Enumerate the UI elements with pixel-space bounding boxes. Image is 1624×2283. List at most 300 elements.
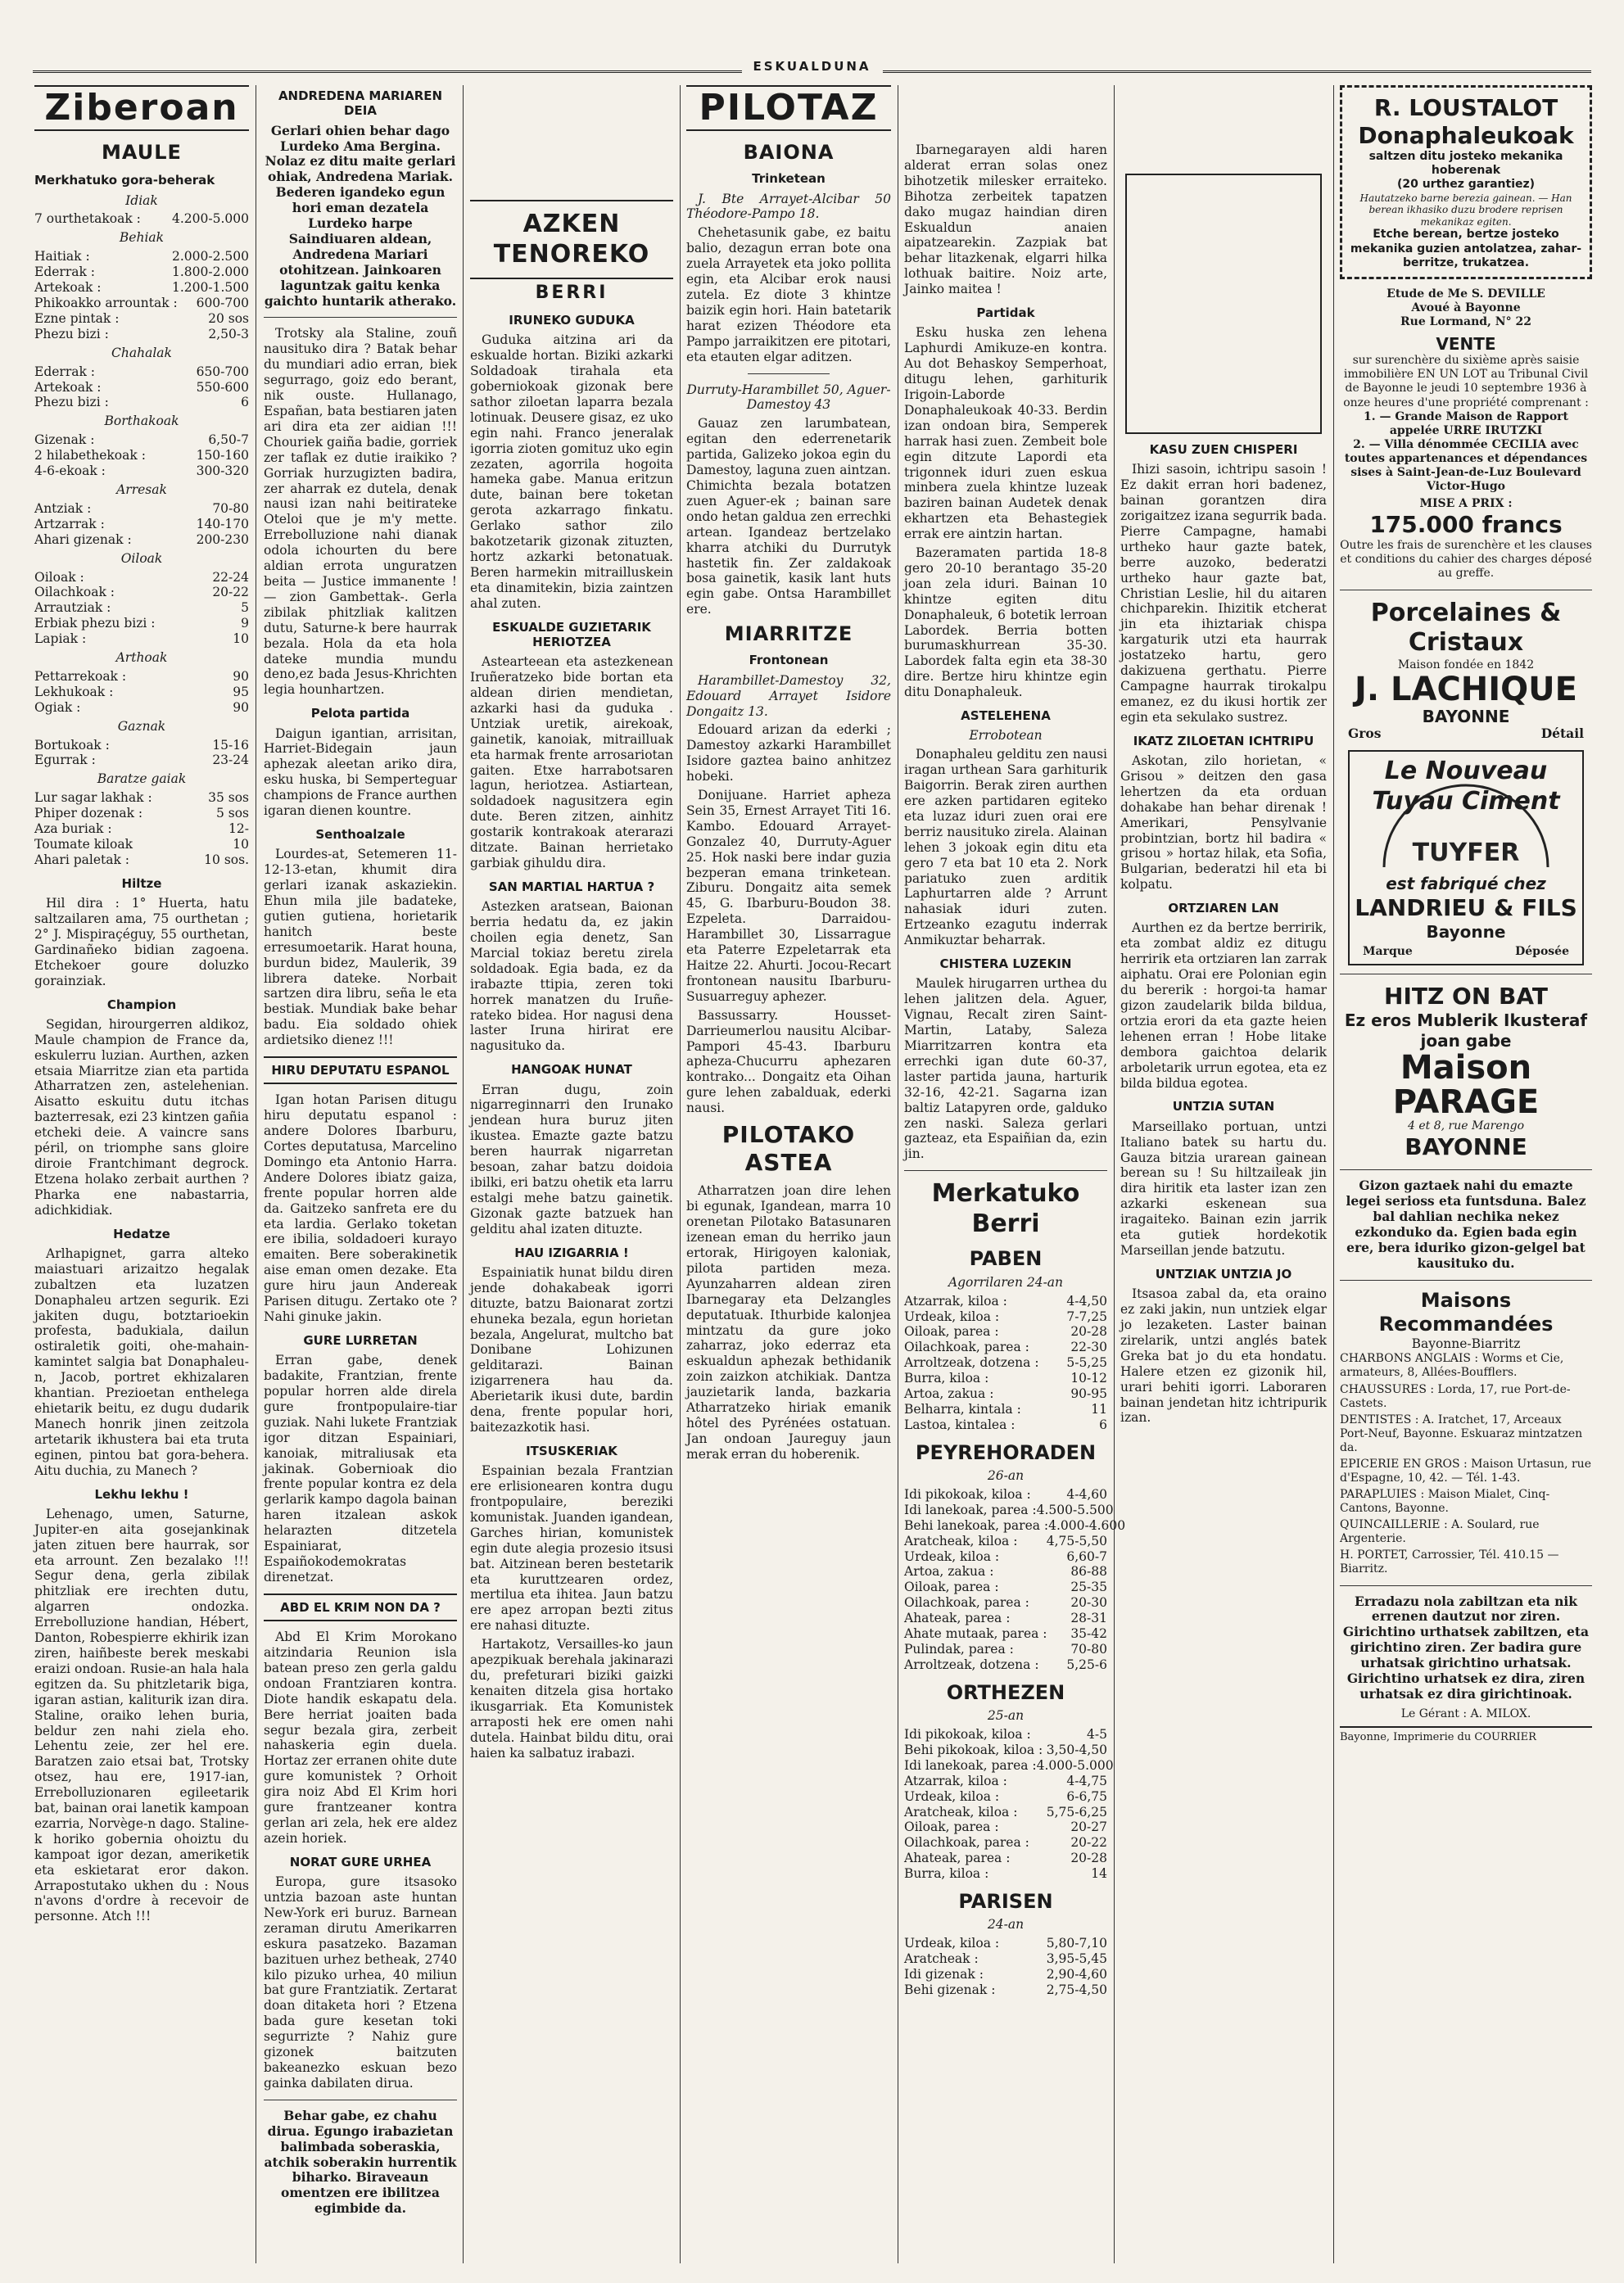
price-label: Lur sagar lakhak : (34, 790, 152, 806)
place-heading: MAULE (102, 141, 182, 164)
section-title-pilotaz: PILOTAZ (686, 85, 891, 131)
column-ziberoan (34, 85, 249, 2267)
gerant-line: Le Gérant : A. MILOX. (1400, 1707, 1531, 1720)
price-row (34, 327, 249, 342)
price-row (904, 1595, 1107, 1611)
banner-title: AZKEN TENOREKO (470, 200, 673, 279)
price-row (904, 1982, 1107, 1998)
place-heading: BAIONA (743, 141, 835, 164)
price-value: 2,50-3 (208, 326, 249, 341)
maisons-list (1340, 1352, 1592, 1576)
price-label: Idi pikokoak, kiloa : (904, 1486, 1031, 1502)
price-row (904, 1517, 1126, 1534)
price-row (904, 1564, 1107, 1580)
venue-label: Errobotean (969, 728, 1043, 744)
market-place: ORTHEZEN (946, 1680, 1065, 1704)
price-value: 4.000-4.600 (1048, 1517, 1126, 1533)
article-body: Aurthen ez da bertze berririk, eta zombat aldiz ez ditugu herririk eta ortziaren lan zarrak aiphatu. Orai ere Polonian egin du bererik : horgoi-ta hamar gizon zaudelarik bilda bildua, ortzia erori da eta gazte heien lehenen erran ! Hobe litake dembora gaichtoa delarik arboletarik urrun egotea, eta ez bilda bildua egotea. (1120, 920, 1327, 1091)
price-value: 90 (233, 668, 249, 684)
article-title: Hedatze (113, 1226, 170, 1241)
column-divider (463, 85, 464, 2263)
article-title: ESKUALDE GUZIETARIK HERIOTZEA (492, 619, 651, 649)
maisons-title: Maisons Recommandées (1378, 1288, 1554, 1336)
price-row (34, 296, 249, 311)
article-body: Edouard arizan da ederki ; Damestoy azkarki Harambillet Isidore gaztea baino anhitzez hobeki. (686, 722, 891, 784)
ad-lachique: Porcelaines & Cristaux Maison fondée en 1842 J. LACHIQUE BAYONNE Gros Détail (1348, 598, 1584, 742)
maison-entry: CHARBONS ANGLAIS : Worms et Cie, armateurs, 8, Allées-Boufflers. (1340, 1352, 1564, 1380)
article-title: GURE LURRETAN (303, 1332, 418, 1348)
column-6 (1120, 85, 1327, 2267)
article-body: Ibarnegarayen aldi haren alderat erran solas onez bihotzetik milesker erraiteko. Bihotza zerbeitek tapatzen dako mugaz haindian diren Eskualdun anaien aipatzearekin. Zazpiak bat behar litazkenak, elgarri hilka lothuak baitire. Noiz arte, Jainko maitea ! (904, 142, 1107, 297)
article-body: Astezken aratsean, Baionan berria hedatu da, ez jakin choilen egia denetz, San Marcial tokiaz beretu zirela soldadoak. Egia bada, ez da irabazte ttipia, zeren toki horrek manatzen du Iruñe-rateko bidea. Hor nagusi dena laster Iruna hirirat ere nagusituko da. (470, 899, 673, 1054)
price-label: Arroltzeak, dotzena : (904, 1355, 1039, 1371)
price-value: 6,50-7 (208, 432, 249, 448)
mondran-ad-placeholder (1125, 174, 1322, 434)
maisons-subtitle: Bayonne-Biarritz (1411, 1336, 1521, 1352)
article-title: UNTZIAK UNTZIA JO (1155, 1266, 1292, 1282)
article-body: Espainiatik hunat bildu diren jende dohakabeak igorri dituzte, batzu Baionarat zortzi ehuneka bezala, egun horietan bezala, Angelurat, multcho bat Donibane Lohizunen gelditarazi. Bainan izigarrenera hau da. Aberietarik ikusi dute, bardin dena, frente popular hori, baitezazkotik hasi. (470, 1264, 673, 1435)
article-body: Guduka aitzina ari da eskualde hortan. Biziki azkarki Soldadoak tirahala eta goberniokoak gizonak bere sathor ziloetan laparra bezala lotinuak. Deusere gisaz, ez uko egin nahi. Franco jeneralak igorria zioten gomituz uko egin zezaten, agorrila hogoita hameka gabe. Manua eritzun dute, bainan bere toketan gerota azkarrago finkatu. Gerlako sathor zilo bakotzetarik gizonak zituzten, hortz azkarki betonatuak. Beren harmekin mitrailluskein eta dinamitekin, bizia zaintzen ahal zuten. (470, 332, 673, 611)
price: 175.000 francs (1369, 511, 1563, 539)
price-row (34, 380, 249, 396)
price-label: Artekoak : (34, 379, 102, 395)
venue-label: Frontonean (749, 653, 829, 668)
price-value: 22-24 (212, 569, 249, 585)
price-row: 7 ourthetakoak : 4.200-5.000 (34, 211, 249, 227)
price-label: Aratcheak, kiloa : (904, 1804, 1018, 1820)
market-date: 24-an (987, 1917, 1025, 1933)
price-label: Behi pikokoak, kiloa : (904, 1742, 1043, 1757)
article-body: Astearteean eta astezkenean Iruñeratzeko bide bortan eta aldean dirien mendietan, azkarki hasi da guduka . Untziak uretik, airekoak, gainetik, kanoiak, mitrailluak eta harmak frente arrosariotan gaiten. Etxe harrabotsaren lagun, heriotzea. Astiartean, soldadoek nagusitzera egin dute. Beren zitzen, ainhitz gostarik kontrakoak aterarazi ditzate. Bainan herrietako garbiak gihuldu dira. (470, 654, 673, 870)
price-value: 6-6,75 (1066, 1788, 1107, 1804)
price-label: Idi lanekoak, parea : (904, 1757, 1037, 1773)
divider (264, 317, 457, 318)
price-value: 70-80 (212, 500, 249, 516)
column-divider (1333, 85, 1334, 2263)
article-title: UNTZIA SUTAN (1172, 1099, 1275, 1114)
price-row (34, 852, 249, 868)
article-title: ORTZIAREN LAN (1168, 901, 1279, 916)
article-title: ITSUSKERIAK (526, 1443, 617, 1458)
price-label: Ogiak : (34, 699, 81, 715)
category-label: Arthoak (115, 650, 168, 666)
price-value: 4.000-5.000 (1036, 1757, 1114, 1773)
price-value: 20-22 (212, 585, 249, 600)
price-row (34, 280, 249, 296)
article-title: ASTELEHENA (961, 708, 1051, 724)
divider (904, 1170, 1107, 1171)
price-value: 20-28 (1070, 1324, 1107, 1340)
price-value: 20-22 (1070, 1835, 1107, 1851)
article-title: Champion (106, 997, 177, 1012)
ad-tuyfer: Le Nouveau Tuyau Ciment TUYFER est fabriqué chez LANDRIEU & FILS Bayonne Marque Déposée (1348, 750, 1584, 965)
price-value: 35 sos (208, 790, 249, 806)
price-value: 10 (233, 631, 249, 647)
price-row (34, 463, 249, 479)
article-body: Esku huska zen lehena Laphurdi Amikuze-en kontra. Au dot Behaskoy Semperhoat, ditugu lehen, garhiturik Irigoin-Laborde Donaphaleukoak 40-33. Berdin izan ondoan bira, Semperek harrak hasi zuen. Zembeit bole egin ditzute Lapordi eta trigonnek iduri zuen eskua minbera zuela khintze luzeak baziren bainan Audetek denak ekhartzen eta Behastegiek errak ere aintzin hartan. (904, 325, 1107, 542)
price-value: 10 sos. (204, 852, 249, 867)
article-body: Marseillako portuan, untzi Italiano batek su hartu du. Gauza bitzia urarean gainean berean su ! Su hiltzaileak jin dira hiritik eta laster izan zen azkarki eskenean sua iragaiteko. Bainan ezin jarrik eta gutiek hordekotik Marseillan jende batzutu. (1120, 1119, 1327, 1258)
price-label: Toumate kiloak (34, 837, 133, 852)
maison-entry: EPICERIE EN GROS : Maison Urtasun, rue d'Espagne, 10, 42. — Tél. 1-43. (1340, 1457, 1591, 1485)
price-label: Oiloak : (34, 569, 84, 585)
price-row (904, 1324, 1107, 1340)
price-row (34, 806, 249, 821)
article-title: SAN MARTIAL HARTUA ? (488, 879, 655, 894)
maison-entry: QUINCAILLERIE : A. Soulard, rue Argenterie. (1340, 1518, 1540, 1546)
banner-subtitle: BERRI (535, 283, 608, 304)
market-date: 25-an (987, 1708, 1025, 1724)
price-list (34, 432, 249, 479)
price-label: Burra, kiloa : (904, 1866, 989, 1882)
price-label: Urdeak, kiloa : (904, 1548, 1000, 1564)
price-value: 300-320 (196, 463, 249, 479)
price-value: 86-88 (1070, 1564, 1107, 1580)
price-label: Oilachkoak, parea : (904, 1340, 1029, 1355)
article-title: Pelota partida (310, 706, 410, 721)
maison-entry: PARAPLUIES : Maison Mialet, Cinq-Cantons, Bayonne. (1340, 1488, 1550, 1516)
price-row (34, 821, 249, 837)
price-value: 4,75-5,50 (1046, 1533, 1107, 1548)
price-value: 25-35 (1070, 1580, 1107, 1595)
price-row (904, 1371, 1107, 1386)
price-label: Belharra, kintala : (904, 1401, 1021, 1417)
price-label: Aratcheak : (904, 1951, 979, 1967)
price-row (34, 311, 249, 327)
price-row (904, 1757, 1114, 1774)
place-heading: MIARRITZE (724, 622, 853, 646)
price-row (34, 249, 249, 264)
price-label: Urdeak, kiloa : (904, 1309, 1000, 1324)
price-value: 5,80-7,10 (1046, 1936, 1107, 1951)
price-value: 11 (1091, 1401, 1107, 1417)
price-row (904, 1936, 1107, 1951)
price-row (904, 1951, 1107, 1967)
price-value: 35-42 (1070, 1626, 1107, 1642)
price-label: Pulindak, parea : (904, 1642, 1014, 1657)
maison-entry: CHAUSSURES : Lorda, 17, rue Port-de-Castets. (1340, 1382, 1571, 1410)
price-value: 14 (1091, 1866, 1107, 1882)
price-label: Urdeak, kiloa : (904, 1788, 1000, 1804)
category-label: Chahalak (111, 345, 172, 360)
price-value: 4.500-5.500 (1036, 1502, 1114, 1517)
price-label: Oiloak, parea : (904, 1580, 999, 1595)
column-2 (264, 85, 457, 2267)
imprint-line: Bayonne, Imprimerie du COURRIER (1340, 1726, 1592, 1744)
price-list (34, 501, 249, 548)
article-title: IRUNEKO GUDUKA (509, 313, 635, 328)
section-title-ziberoan: Ziberoan (34, 85, 249, 131)
price-value: 200-230 (196, 531, 249, 547)
market-heading: Merkatuko Berri (931, 1179, 1080, 1238)
column-5 (904, 85, 1126, 2267)
price-value: 28-31 (1070, 1611, 1107, 1626)
article-body: Europa, gure itsasoko untzia bazoan aste huntan New-York eri buruz. Barnean zeraman dirutu Amerikarren eskura pasatzeko. Bazaman bazituen urhez betheak, 2740 kilo pizuko urhea, 40 miliun bat gure Frantziatik. Zertarat doan ditaketa hori ? Etzena bada gure kesetan toki segurrizte ? Nahiz gure gizonek baitzuten bakeanezko eskuan bezo gainka dabilaten dirua. (264, 1874, 457, 2091)
price-label: Ahari paletak : (34, 852, 130, 867)
price-row (904, 1340, 1107, 1355)
price-row (34, 501, 249, 517)
article-body: Segidan, hirourgerren aldikoz, Maule champion de France da, eskulerru luzian. Aurthen, azken etsaia Miarritze zian eta partida Atharratzen zen, astelehenian. Aisatto eskuitu dutu itchas bazterresak, ezi 23 kintzen gañia etcheki deie. A vaincre sans péril, on triomphe sans gloire diroie Frantchimant degrock. Etzena holako zerbait aurthen ? Pharka ene nabastarria, adichkidiak. (34, 1016, 249, 1218)
article-body: Gauaz zen larumbatean, egitan den ederrenetarik partida, Galizeko jokoa egin du Damestoy, laguna zuen aintzan. Chimichta bezala botatzen zuen Aguer-ek ; bainan sare ondo hetan galdua zen errechki artean. Igandeaz bertzelako kharra atchiki du Durrutyk hastetik fin. Zer zaldakoak bosa gainetik, kasik lant huts egin gabe. Ontsa Harambillet ere. (686, 416, 891, 617)
article-title: NORAT GURE URHEA (289, 1854, 432, 1869)
article-body: Hartakotz, Versailles-ko jaun apezpikuak berehala jakinarazi du, prefeturari biziki gaizki kenaiten ditzela gisa hortako ikusgarriak. Eta Komunistek arraposti hek ere omen nahi dutela. Hainbat bildu ditu, orai haien ka salbatuz irabazi. (470, 1637, 673, 1761)
divider (1340, 1169, 1592, 1170)
price-row (904, 1355, 1107, 1371)
price-row (34, 395, 249, 410)
price-value: 5,75-6,25 (1046, 1804, 1107, 1820)
price-label: Ezne pintak : (34, 310, 120, 326)
price-label: Ederrak : (34, 264, 96, 280)
price-value: 3,50-4,50 (1046, 1742, 1107, 1757)
price-list (34, 570, 249, 648)
price-value: 9 (241, 616, 249, 631)
column-3 (470, 85, 673, 2267)
price-list (34, 738, 249, 769)
price-label: Idi gizenak : (904, 1967, 984, 1982)
article-title: IKATZ ZILOETAN ICHTRIPU (1133, 733, 1314, 748)
article-body: Atharratzen joan dire lehen bi egunak, Igandean, marra 10 orenetan Pilotako Batasunaren izenean eman du herriko jaun ertorak, Hirigoyen kaloniak, pilota partiden meza. Ayunzaharren aldean ziren Ibarnegaray eta Delzangles deputatuak. Ithurbide kalonjea mintzatu da gure joko zaharraz, joko ederraz eta eskualdun aphezak bethidanik zoin zaizkon atchikiak. Dantza jauzietarik landa, bazkaria Atharratzeko hiriak emanik hôtel des Pyrénées ostatuan. Jan ondoan Jaureguy jaun merak erran du hoberenik. (686, 1183, 891, 1462)
price-list (904, 1486, 1126, 1673)
price-value: 20-30 (1070, 1595, 1107, 1611)
price-value: 20-28 (1070, 1851, 1107, 1866)
price-value: 95 (233, 684, 249, 699)
price-value: 2.000-2.500 (172, 249, 249, 264)
price-row (34, 616, 249, 631)
article-body: Donaphaleu gelditu zen nausi iragan urthean Sara garhiturik Baigorrin. Berak ziren aurthen ere azken partidaren egiteko eta luzaz iduri zuen orai ere berriz nausituko zirela. Alainan lehen 3 jokoak egin ditu eta gero 7 eta bat 10 eta 2. Nork pariatuko zuen arditik Laphurtarren alde ? Arrunt nahasiak iduri zuten. Ertzeanko ezagutu inderrak Anmikuztar beharrak. (904, 747, 1107, 948)
article-body: Donijuane. Harriet apheza Sein 35, Ernest Arrayet Titi 16. Kambo. Edouard Arrayet-Gonzalez 40, Durruty-Aguer 25. Hok naski bere indar guzia bezperan emana trinketean. Ziburu. Dongaitz aita semek 45, G. Ibarburu-Boudon 38. Ezpeleta. Darraidou-Harambillet 30, Lissarrague eta Paterre Ezpeletarrak eta Haitze 22. Ahurti. Jocou-Recart frontonean nausitu Ibarburu-Susuarreguy aphezer. (686, 788, 891, 1004)
price-value: 5-5,25 (1066, 1355, 1107, 1371)
article-body: Bazeramaten partida 18-8 gero 20-10 berantago 35-20 joan zela iduri. Bainan 10 khintze egiten ditu Donaphaleuk, 6 botetik lerroan Labordek. Berria botten burumaskhurrean 35-30. Labordek falta egin eta 38-30 dire. Bertze hiru khintze egin ditu Donaphaleuk. (904, 545, 1107, 700)
price-row (904, 1580, 1107, 1595)
article-body: Bassussarry. Housset-Darrieumerlou nausitu Alcibar-Pampori 45-43. Ibarburu apheza-Chucurru aphezaren kontrako... Dongaitz eta Oihan gure lehen zabalduak, ederki nausi. (686, 1007, 891, 1116)
price-row (904, 1502, 1114, 1518)
price-row (904, 1657, 1107, 1673)
article-body: Igan hotan Parisen ditugu hiru deputatu espanol : andere Dolores Ibarburu, Cortes deputatusa, Marcelino Domingo eta Antonio Harra. Andere Dolores ibiatz gaiza, frente popular horren alde da. Gaitzeko sanfreta ere du eta lardia. Gerlako toketan ere ibilia, soldadoeri kurayo emaiten. Bere soberakinetik aise eman omen dezake. Eta gure hiru jaun Andereak Parisen ditugu. Zertako ote ? Nahi ginuke jakin. (264, 1092, 457, 1325)
price-value: 1.200-1.500 (172, 280, 249, 296)
price-label: Ederrak : (34, 364, 96, 379)
price-value: 1.800-2.000 (172, 264, 249, 280)
price-label: Lekhukoak : (34, 684, 114, 699)
price-row (34, 753, 249, 768)
price-row (34, 669, 249, 685)
article-title: HAU IZIGARRIA ! (514, 1245, 629, 1260)
price-label: Phiper dozenak : (34, 806, 143, 821)
article-body: Espainian bezala Frantzian ere erlisionearen kontra dugu frontpopulaire, bereziki komunistak. Juanden igandean, Garches hirian, komunistek egin dute alegia prozesio itsusi bat. Aitzinean beren bestetarik eta kuruttzearen ordez, mertilua eta ihitea. Jaun batzu ere apez arropan bezti zitus ere nahasi dituzte. (470, 1463, 673, 1634)
maison-entry: DENTISTES : A. Iratchet, 17, Arceaux Port-Neuf, Bayonne. Eskuaraz mintzatzen da. (1340, 1413, 1583, 1454)
article-title: ABD EL KRIM NON DA ? (264, 1594, 457, 1621)
price-value: 10-12 (1070, 1371, 1107, 1386)
price-row (34, 685, 249, 700)
price-value: 5,25-6 (1066, 1657, 1107, 1672)
notice-body: Gerlari ohien behar dago Lurdeko Ama Bergina. Nolaz ez ditu maite gerlari ohiak, Andredena Mariak. Bederen igandeko egun hori eman dezatela Lurdeko harpe Saindiuaren aldean, Andredena Mariari otohitzean. Jainkoaren laguntzak gaitu kenka gaichto huntarik atherako. (264, 122, 457, 309)
divider (1340, 1280, 1592, 1281)
price-label: Artzarrak : (34, 516, 105, 531)
score-line: Harambillet-Damestoy 32, Edouard Arrayet Isidore Dongaitz 13. (686, 672, 891, 719)
price-row (34, 570, 249, 585)
price-label: Ahate mutaak, parea : (904, 1626, 1047, 1642)
masthead (33, 59, 1591, 79)
price-row (34, 600, 249, 616)
notice-title: ANDREDENA MARIAREN DEIA (278, 88, 443, 119)
article-title: Lekhu lekhu ! (94, 1486, 189, 1502)
market-place: PEYREHORADEN (915, 1440, 1097, 1464)
category-label: Oiloak (120, 550, 163, 566)
price-label: Arroltzeak, dotzena : (904, 1657, 1039, 1672)
price-label: Phikoakko arrountak : (34, 296, 178, 310)
ad-title: R. LOUSTALOT Donaphaleukoak (1358, 94, 1574, 150)
price-value: 150-160 (196, 448, 249, 463)
price-row (904, 1835, 1107, 1851)
category-label: Idiak (125, 192, 158, 208)
category-label: Behiak (119, 230, 165, 246)
score-line: J. Bte Arrayet-Alcibar 50 Théodore-Pampo 18. (686, 191, 891, 222)
price-label: Idi pikokoak, kiloa : (904, 1727, 1031, 1742)
maison-entry: H. PORTET, Carrossier, Tél. 410.15 — Biarritz. (1340, 1548, 1559, 1576)
price-value: 2,90-4,60 (1046, 1967, 1107, 1982)
price-row (904, 1789, 1107, 1805)
price-value: 22-30 (1070, 1340, 1107, 1355)
price-row (34, 448, 249, 463)
price-row (904, 1805, 1107, 1820)
price-value: 5 sos (215, 806, 249, 821)
price-label: Ahari gizenak : (34, 531, 132, 547)
price-row (34, 585, 249, 600)
article-title: HANGOAK HUNAT (511, 1062, 632, 1078)
price-label: 4-6-ekoak : (34, 463, 106, 479)
article-body: Ihizi sasoin, ichtripu sasoin ! Ez dakit erran hori badenez, bainan gorantzen dira zorigaitzez izana segurrik bada. Pierre Campagne, hamabi urtheko haur gazte batek, berre auzoko, bederatzi urtheko haur gazte bat, Christian Leslie, hil du aitaren chichparekin. Ihizitik etcherat jin eta ihiztariak chispa kargaturik utzi eta haurrak jostatzeko hartu, gero dakizuena gerthatu. Pierre Campagne haurrak tirokalpu emanez, ez du ikusi hortik zer egin eta sekulako sustrez. (1120, 462, 1327, 725)
price-row (904, 1294, 1107, 1309)
price-value: 6 (241, 395, 249, 410)
price-label: Idi lanekoak, parea : (904, 1502, 1037, 1517)
article-body: Erran gabe, denek badakite, Frantzian, frente popular horren alde direla gure frontpopulaire-tiar guziak. Nahi lukete Frantziak igor ditzan Espainiari, kanoiak, mitraliusak eta jakinak. Gobernioak dio frente popular kontra ez dela gerlarik kampo dagola bainan haren itzalean askok helarazten ditzetela Espainiarat, Espaiñokodemokratas direnetzat. (264, 1353, 457, 1585)
market-place: PABEN (969, 1247, 1043, 1271)
article-title: CHISTERA LUZEKIN (939, 956, 1072, 972)
price-row (904, 1642, 1107, 1657)
divider (748, 373, 830, 374)
closing-notice: Erradazu nola zabiltzan eta nik errenen dautzut nor ziren. Girichtino urthatsek zabiltzen, eta girichtino ziren. Zer badira gure urhatsak girichtino urhatsak. Girichtino urhatsek ez dira, ziren urhatsak ez dira girichtinoak. (1342, 1593, 1590, 1702)
price-value: 20 sos (208, 310, 249, 326)
price-value: 4-4,60 (1066, 1486, 1107, 1502)
price-label: Aza buriak : (34, 821, 112, 837)
category-label: Baratze gaiak (97, 771, 187, 787)
ad-loustalot: R. LOUSTALOT Donaphaleukoak saltzen ditu josteko mekanika hoberenak (20 urthez garantiez) Hautatzeko barne berezia gainean. — Han berean ikhasiko duzu brodere reprisen mekanikaz egiten. Etche berean, bertze josteko mekanika guzien antolatzea, zahar-berritze, trukatzea. (1340, 85, 1592, 279)
price-row (904, 1774, 1107, 1789)
category-label: Borthakoak (104, 414, 179, 429)
article-body: Abd El Krim Morokano aitzindaria Reunion isla batean preso zen gerla galdu ondoan Frantziaren kontra. Diote handik eskapatu dela. Bere herriat joaiten bada segur bezala gira, zerbeit nahaskeria egin duela. Hortaz zer erranen ohite dute gure komunistek ? Orhoit gira noiz Abd El Krim hori gure frantzeaner kontra gerlan ari zela, hek ere aldez azein horiek. (264, 1630, 457, 1846)
price-value: 3,95-5,45 (1046, 1951, 1107, 1967)
column-ads (1340, 85, 1592, 2267)
market-date: Agorrilaren 24-an (948, 1274, 1064, 1290)
price-label: Haitiak : (34, 249, 90, 264)
price-value: 550-600 (196, 379, 249, 395)
price-row (904, 1743, 1107, 1758)
column-divider (1114, 85, 1115, 2263)
price-value: 4-5 (1087, 1727, 1107, 1742)
place-heading: PILOTAKO ASTEA (722, 1121, 856, 1177)
price-row (34, 532, 249, 548)
price-row (904, 1727, 1107, 1743)
price-label: Urdeak, kiloa : (904, 1936, 1000, 1951)
price-value: 5 (241, 600, 249, 616)
price-label: Behi lanekoak, parea : (904, 1517, 1049, 1533)
price-list (34, 669, 249, 716)
price-value: 12- (228, 821, 249, 837)
closing-note: Behar gabe, ez chahu dirua. Egungo irabazietan balimbada soberaskia, atchik soberakin hurrentik biharko. Biraveaun omentzen ere ibilitzea egimbide da. (264, 2107, 457, 2217)
article-body: Itsasoa zabal da, eta oraino ez zaki jakin, nun untziek elgar jo lezaketen. Laster bainan zirelarik, untzi anglés batek Greka bat jo du eta hondatu. Halere etzen ez gizonik hil, urari behiti igorri. Laboraren bainan jendetan hitz ichtripurik izan. (1120, 1286, 1327, 1426)
price-label: Oiloak, parea : (904, 1324, 999, 1340)
price-label: Pettarrekoak : (34, 668, 127, 684)
price-label: Artoa, zakua : (904, 1564, 994, 1580)
price-row (904, 1967, 1107, 1982)
price-value: 70-80 (1070, 1642, 1107, 1657)
price-label: Lapiak : (34, 631, 87, 647)
price-label: Ahateak, parea : (904, 1611, 1011, 1626)
price-row (34, 364, 249, 380)
market-place: PARISEN (958, 1890, 1053, 1914)
price-row (904, 1309, 1107, 1325)
article-body: Chehetasunik gabe, ez baitu balio, dezagun erran bote ona zuela Arrayetek eta joko pollita egin, eta Alcibar erok nausi zutela. Ez diote 3 khintze baizik egin hori. Hain batetarik harat ezizen Théodore eta Pampo jarraikitzen ere pitotari, eta etauten elgar aditzen. (686, 225, 891, 364)
price-label: Antziak : (34, 500, 92, 516)
price-label: Ahateak, parea : (904, 1851, 1011, 1866)
article-title: Senthoalzale (315, 826, 405, 842)
price-label: Bortukoak : (34, 737, 110, 753)
article-body: Hil dira : 1° Huerta, hatu saltzailaren ama, 75 ourthetan ; 2° J. Mispiraçéguy, 55 ourthetan, Gardinañeko bidian zagoena. Etchekoer goure doluzko gorainziak. (34, 896, 249, 988)
price-value: 23-24 (212, 753, 249, 768)
price-value: 6 (1099, 1417, 1107, 1432)
price-label: Oilachkoak, parea : (904, 1595, 1029, 1611)
article-title: HIRU DEPUTATU ESPANOL (264, 1056, 457, 1084)
price-row (904, 1386, 1107, 1402)
price-label: Atzarrak, kiloa : (904, 1293, 1007, 1309)
score-line: Durruty-Harambillet 50, Aguer-Damestoy 43 (686, 382, 891, 413)
ad-deville: Etude de Me S. DEVILLE Avoué à Bayonne Rue Lormand, N° 22 VENTE sur surenchère du sixième après saisie immobilière EN UN LOT au Tribunal Civil de Bayonne le jeudi 10 septembre 1936 à onze heures d'une propriété comprenant : 1. — Grande Maison de Rapport appelée URRE IRUTZKI 2. — Villa dénommée CECILIA avec toutes appartenances et dépendances sises à Saint-Jean-de-Luz Boulevard Victor-Hugo MISE A PRIX : 175.000 francs Outre les frais de surenchère et les clauses et conditions du cahier des charges déposé au greffe. (1340, 287, 1592, 581)
price-row (34, 264, 249, 280)
column-divider (680, 85, 681, 2263)
price-list (904, 1294, 1107, 1433)
price-row (904, 1611, 1107, 1626)
venue-label: Trinketean (752, 171, 826, 187)
price-label: Atzarrak, kiloa : (904, 1773, 1007, 1788)
article-title: KASU ZUEN CHISPERI (1149, 442, 1298, 457)
price-list (34, 249, 249, 341)
article-body: Lehenago, umen, Saturne, Jupiter-en aita gosejankinak jaten zituen bere haurrak, sor eta arrount. Zen bezalako !!! Segur dena, gerla zibilak phitzliak ere irechten dutu, algarren ondozka. Errebolluzione handian, Hébert, Danton, Robespierre ekhirik izan ziren, haiñbeste berek meskabi eraizi ondoan. Rusie-an hala hala egitzen da. Su phitzletarik biga, igaran astian, kaliturik izan dira. Staline, oraiko lehen buria, beldur zen nahi ziela eho. Lehentu zeie, zer hel ere. Baratzen zaio etsai bat, Trotsky otsez, hau ere, 1917-ian, Errebolluzionaren egileetarik bat, bainan orai lanetik kampoan ezarria, Norvège-n dago. Staline-k horiko gobernia ohoiztu du kampoat igor dezan, ameriketik eta eskietarat eror dakon. Arrapostutako ukhen du : Nous n'avons d'ordre à recevoir de personne. Atch !!! (34, 1506, 249, 1924)
price-label: Aratcheak, kiloa : (904, 1533, 1018, 1548)
classified-notice: Gizon gaztaek nahi du emazte legei serioss eta funtsduna. Balez bal dahlian nechika nekez ezkonduko da. Egien bada egin ere, bera iduriko gizon-gelgel bat kausituko du. (1346, 1178, 1586, 1271)
price-row (34, 432, 249, 448)
price-value: 2,75-4,50 (1046, 1982, 1107, 1997)
price-label: Egurrak : (34, 753, 96, 768)
price-row (34, 700, 249, 716)
price-value: 4-4,50 (1066, 1293, 1107, 1309)
column-pilotaz (686, 85, 891, 2267)
price-row (34, 837, 249, 852)
price-list (34, 364, 249, 411)
price-value: 140-170 (196, 516, 249, 531)
price-value: 10 (233, 837, 249, 852)
price-label: Artoa, zakua : (904, 1386, 994, 1402)
price-label: Artekoak : (34, 280, 102, 296)
price-value: 15-16 (212, 737, 249, 753)
price-row (904, 1402, 1107, 1417)
price-row (904, 1866, 1107, 1882)
price-value: 20-27 (1070, 1820, 1107, 1835)
price-value: 7-7,25 (1066, 1309, 1107, 1324)
price-label: 2 hilabethekoak : (34, 448, 146, 463)
price-value: 4-4,75 (1066, 1773, 1107, 1788)
price-value: 90 (233, 699, 249, 715)
price-label: Oilachkoak, parea : (904, 1835, 1029, 1851)
price-row (904, 1534, 1107, 1549)
